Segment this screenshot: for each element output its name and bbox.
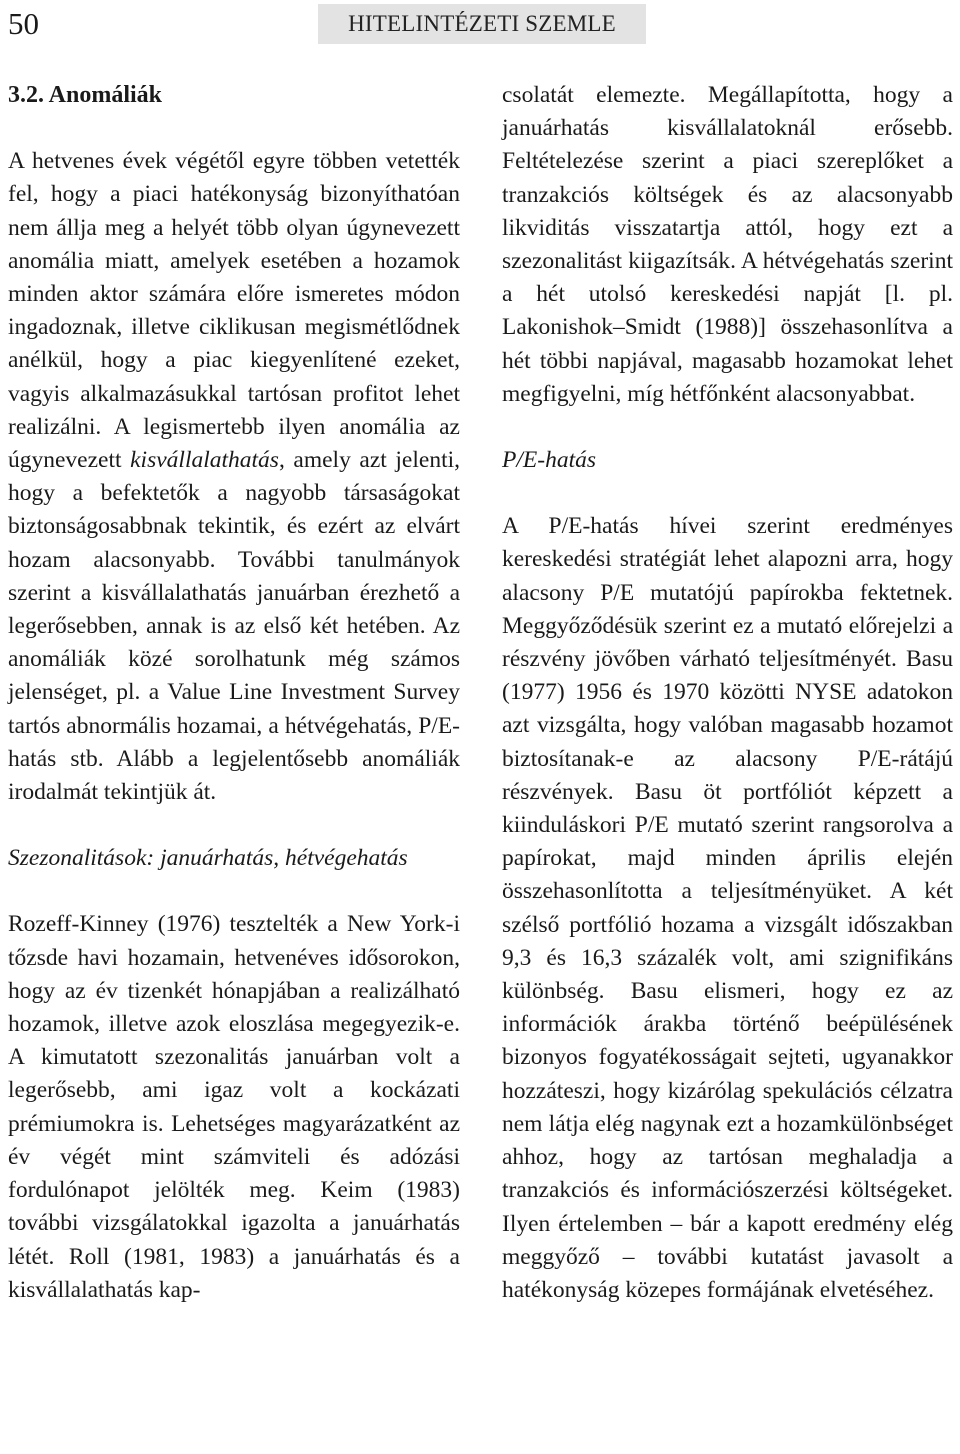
paragraph-text: A hetvenes évek végétől egyre többen vetették fel, hogy a piaci hatékonyság bizonyíthatóan nem állja meg a helyét több olyan úgynevezett anomália miatt, amelyek esetében a hozamok minden aktor számára előre ismeretes módon ingadoznak, illetve ciklikusan megismétlődnek anélkül, hogy a piac kiegyenlítené ezeket, vagyis alkalmazásukkal tartósan profitot lehet realizálni. A legismertebb ilyen anomália az úgynevezett: [8, 148, 460, 474]
spacer: [8, 809, 460, 842]
spacer: [8, 112, 460, 145]
left-column: [8, 79, 460, 1307]
spacer: [502, 477, 953, 510]
paragraph-text: , amely azt jelenti, hogy a befektetők a nagyobb társaságokat biztonságosabbnak tekintik, és ezért az elvárt hozam alacsonyabb. További tanulmányok szerint a kisvállalathatás januárban érezhető a legerősebben, annak is az első két hetében. Az anomáliák közé sorolhatunk még számos jelenséget, pl. a Value Line Investment Survey tartós abnormális hozamai, a hétvégehatás, P/E-hatás stb. Alább a legjelentősebb anomáliák irodalmát tekintjük át.: [8, 447, 460, 806]
italic-term: kisvállalathatás: [130, 447, 279, 474]
seasonality-paragraph: Rozeff-Kinney (1976) tesztelték a New York-i tőzsde havi hozamain, hetvenéves idősorokon, hogy az év tizenkét hónapjában a realizálható hozamok, illetve azok eloszlása megegyezik-e. A kimutatott szezonalitás januárban volt a legerősebb, ami igaz volt a kockázati prémiumokra is. Lehetséges magyarázatként az év végét mint számviteli és adózási fordulónapot jelölték meg. Keim (1983) további vizsgálatokkal igazolta a januárhatás létét. Roll (1981, 1983) a januárhatás és a kisvállalathatás kap-: [8, 911, 460, 1303]
anomalies-intro-paragraph: [8, 145, 460, 809]
pe-effect-paragraph: A P/E-hatás hívei szerint eredményes kereskedési stratégiát lehet alapozni arra, hogy alacsony P/E mutatójú papírokba fektetnek. Meggyőződésük szerint ez a mutató előrejelzi a részvény jövőben várható teljesítményét. Basu (1977) 1956 és 1970 közötti NYSE adatokon azt vizsgálta, hogy valóban magasabb hozamot biztosítanak-e az alacsony P/E-rátájú részvények. Basu öt portfóliót képzett a kiinduláskori P/E mutató szerint rangsorolva a papírokat, majd minden április elején összehasonlította a teljesítményüket. A két szélső portfólió hozama a vizsgált időszakban 9,3 és 16,3 százalék volt, ami szignifikáns különbség. Basu elismeri, hogy ez az információk árakba történő beépülésének bizonyos fogyatékosságait sejteti, ugyanakkor hozzáteszi, hogy kizárólag spekulációs célzatra nem látja elég nagynak ezt a hozamkülönbséget ahhoz, hogy az tartósan meghaladja a tranzakciós és információszerzési költségeket. Ilyen értelemben – bár a kapott eredmény elég meggyőző – további kutatást javasolt a hatékonyság közepes formájának elvetéséhez.: [502, 513, 953, 1303]
spacer: [8, 875, 460, 908]
section-heading: 3.2. Anomáliák: [8, 82, 163, 108]
right-column: [502, 79, 953, 1307]
spacer: [502, 411, 953, 444]
weekend-effect-paragraph: csolatát elemezte. Megállapította, hogy a januárhatás kisvállalatoknál erősebb. Feltételezése szerint a piaci szereplőket a tranzakciós költségek és az alacsonyabb likviditás visszatartja attól, hogy ezt a szezonalitást kiigazítsák. A hétvégehatás szerint a hét utolsó kereskedési napját [l. pl. Lakonishok–Smidt (1988)] összehasonlítva a hét többi napjával, magasabb hozamokat lehet megfigyelni, míg hétfőnként alacsonyabbat.: [502, 82, 953, 407]
pe-effect-subheading: P/E-hatás: [502, 447, 596, 474]
page-number: 50: [8, 6, 39, 41]
seasonality-subheading: Szezonalitások: januárhatás, hétvégehatás: [8, 845, 408, 872]
journal-title: HITELINTÉZETI SZEMLE: [318, 4, 646, 44]
